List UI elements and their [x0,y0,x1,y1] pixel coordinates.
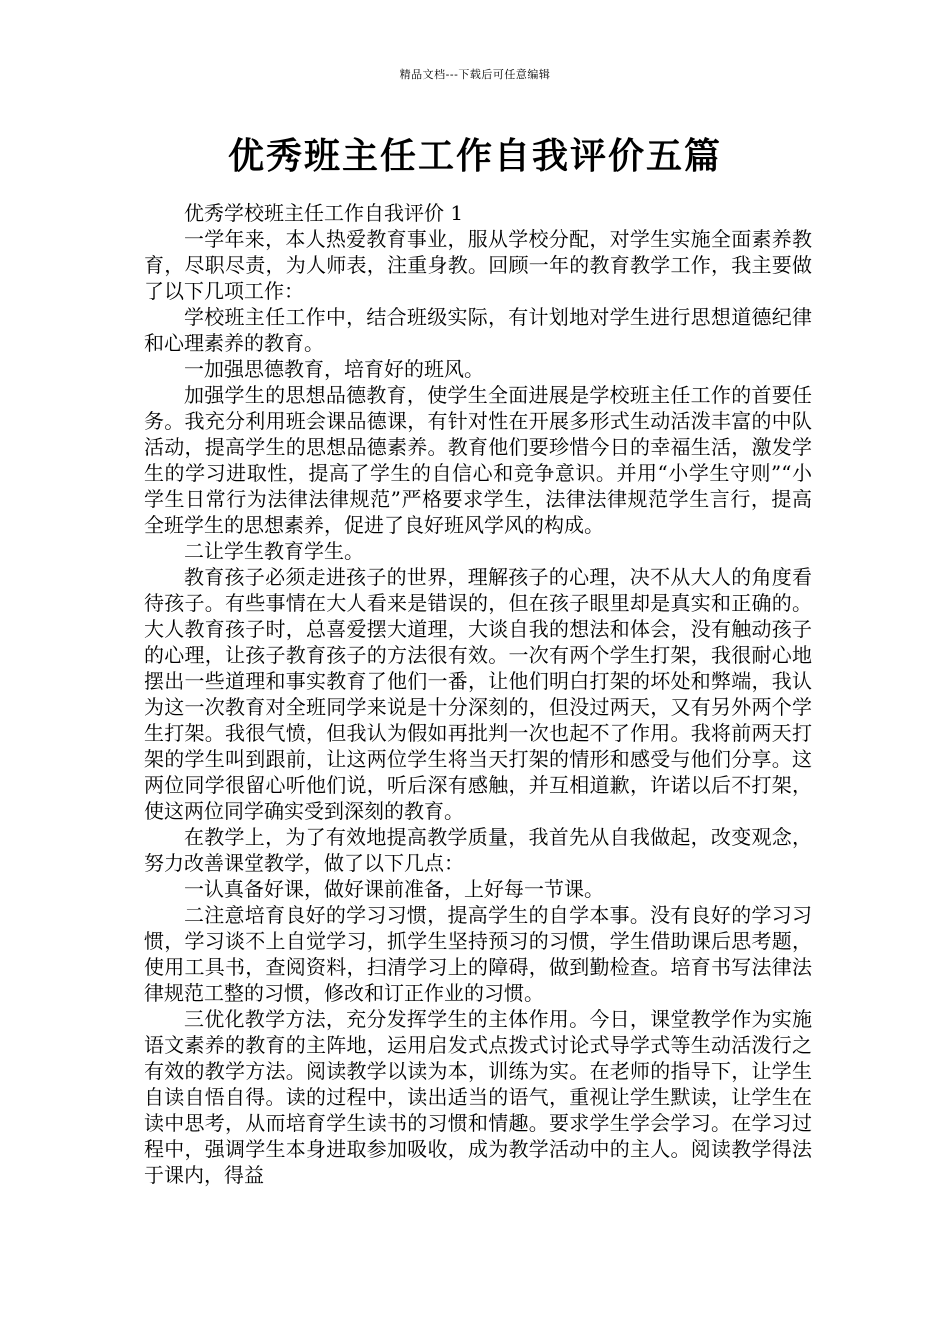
paragraph-heading-1: 一加强思德教育，培育好的班风。 [184,357,484,381]
paragraph-intro: 一学年来，本人热爱教育事业，服从学校分配，对学生实施全面素养教育，尽职尽责，为人师表，注重身教。回顾一年的教育教学工作，我主要做了以下几项工作： [144,227,812,303]
paragraph-teaching: 在教学上，为了有效地提高教学质量，我首先从自我做起，改变观念，努力改善课堂教学，做了以下几点： [144,825,812,875]
paragraph-point-3: 三优化教学方法，充分发挥学生的主体作用。今日，课堂教学作为实施语文素养的教育的主阵地，运用启发式点拨式讨论式导学式等生动活泼行之有效的教学方法。阅读教学以读为本，训练为实。在老师的指导下，让学生自读自悟自得。读的过程中，读出适当的语气，重视让学生默读，让学生在读中思考，从而培育学生读书的习惯和情趣。要求学生学会学习。在学习过程中，强调学生本身进取参加吸收，成为教学活动中的主人。阅读教学得法于课内，得益 [144,1007,812,1187]
document-body [144,200,812,1188]
paragraph-heading-2: 二让学生教育学生。 [184,539,364,563]
paragraph-point-2: 二注意培育良好的学习习惯，提高学生的自学本事。没有良好的学习习惯，学习谈不上自觉学习，抓学生坚持预习的习惯，学生借助课后思考题，使用工具书，查阅资料，扫清学习上的障碍，做到勤检查。培育书写法律法律规范工整的习惯，修改和订正作业的习惯。 [144,903,812,1005]
paragraph-peer-education: 教育孩子必须走进孩子的世界，理解孩子的心理，决不从大人的角度看待孩子。有些事情在大人看来是错误的，但在孩子眼里却是真实和正确的。大人教育孩子时，总喜爱摆大道理，大谈自我的想法和体会，没有触动孩子的心理，让孩子教育孩子的方法很有效。一次有两个学生打架，我很耐心地摆出一些道理和事实教育了他们一番，让他们明白打架的坏处和弊端，我认为这一次教育对全班同学来说是十分深刻的，但没过两天，又有另外两个学生打架。我很气愤，但我认为假如再批判一次也起不了作用。我将前两天打架的学生叫到跟前，让这两位学生将当天打架的情形和感受与他们分享。这两位同学很留心听他们说，听后深有感触，并互相道歉，许诺以后不打架，使这两位同学确实受到深刻的教育。 [144,565,812,823]
header-note: 精品文档---下载后可任意编辑 [399,68,551,81]
paragraph-point-1: 一认真备好课，做好课前准备，上好每一节课。 [184,877,604,901]
paragraph-moral-education: 加强学生的思想品德教育，使学生全面进展是学校班主任工作的首要任务。我充分利用班会课品德课，有针对性在开展多形式生动活泼丰富的中队活动，提高学生的思想品德素养。教育他们要珍惜今日的幸福生活，激发学生的学习进取性，提高了学生的自信心和竞争意识。并用“小学生守则”“小学生日常行为法律法律规范”严格要求学生，法律法律规范学生言行，提高全班学生的思想素养，促进了良好班风学风的构成。 [144,383,812,537]
paragraph-subtitle: 优秀学校班主任工作自我评价 1 [184,201,464,225]
paragraph-class-work: 学校班主任工作中，结合班级实际，有计划地对学生进行思想道德纪律和心理素养的教育。 [144,305,812,355]
document-title: 优秀班主任工作自我评价五篇 [227,135,722,177]
